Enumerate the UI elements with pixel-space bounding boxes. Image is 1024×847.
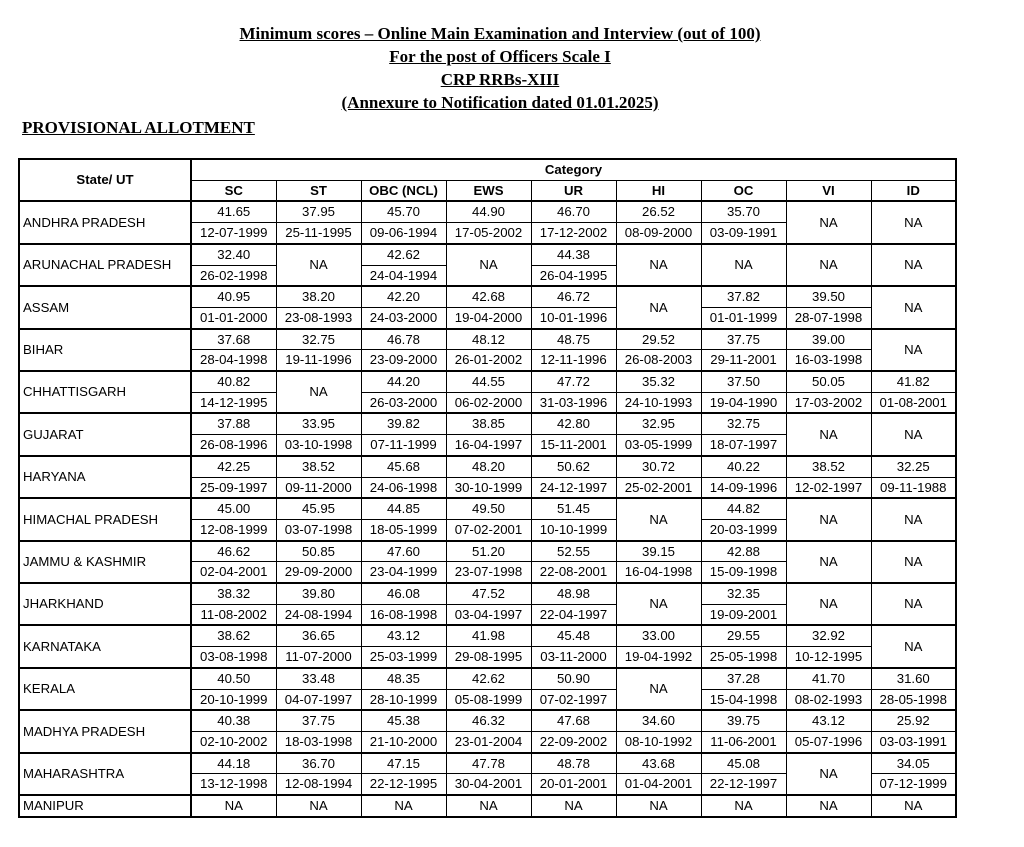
date-cell: 08-10-1992 xyxy=(616,731,701,752)
date-cell: 25-03-1999 xyxy=(361,647,446,668)
score-cell: 34.05 xyxy=(871,753,956,774)
table-row xyxy=(19,413,956,434)
score-cell: 39.00 xyxy=(786,329,871,350)
score-cell: 44.20 xyxy=(361,371,446,392)
column-header-sc: SC xyxy=(191,180,276,201)
date-cell: 24-04-1994 xyxy=(361,265,446,286)
score-cell: 33.48 xyxy=(276,668,361,689)
score-cell: 41.82 xyxy=(871,371,956,392)
score-cell: 42.20 xyxy=(361,286,446,307)
table-row xyxy=(19,329,956,350)
state-name: MANIPUR xyxy=(19,795,191,817)
table-row xyxy=(19,710,956,731)
score-cell: 33.95 xyxy=(276,413,361,434)
minimum-scores-table xyxy=(18,158,957,818)
date-cell: 06-02-2000 xyxy=(446,392,531,413)
score-cell: 48.20 xyxy=(446,456,531,477)
date-cell: 23-04-1999 xyxy=(361,562,446,583)
date-cell: 20-01-2001 xyxy=(531,774,616,795)
score-cell-na: NA xyxy=(871,498,956,540)
date-cell: 29-11-2001 xyxy=(701,350,786,371)
table-row xyxy=(19,244,956,265)
score-cell: 47.72 xyxy=(531,371,616,392)
score-cell: 45.68 xyxy=(361,456,446,477)
state-name: MADHYA PRADESH xyxy=(19,710,191,752)
state-name: MAHARASHTRA xyxy=(19,753,191,795)
score-cell: 38.32 xyxy=(191,583,276,604)
score-cell: 38.52 xyxy=(786,456,871,477)
score-cell: 43.12 xyxy=(361,625,446,646)
score-cell: 44.18 xyxy=(191,753,276,774)
score-cell: 37.28 xyxy=(701,668,786,689)
date-cell: 26-08-1996 xyxy=(191,435,276,456)
date-cell: 24-06-1998 xyxy=(361,477,446,498)
date-cell: 12-07-1999 xyxy=(191,223,276,244)
date-cell: 19-04-2000 xyxy=(446,307,531,328)
score-cell: 50.05 xyxy=(786,371,871,392)
date-cell: 12-02-1997 xyxy=(786,477,871,498)
date-cell: 24-10-1993 xyxy=(616,392,701,413)
date-cell: 28-04-1998 xyxy=(191,350,276,371)
date-cell: 10-01-1996 xyxy=(531,307,616,328)
score-cell-na: NA xyxy=(786,541,871,583)
date-cell: 03-03-1991 xyxy=(871,731,956,752)
date-cell: 05-07-1996 xyxy=(786,731,871,752)
date-cell: 11-07-2000 xyxy=(276,647,361,668)
score-cell: 38.52 xyxy=(276,456,361,477)
score-cell: 40.22 xyxy=(701,456,786,477)
date-cell: 10-12-1995 xyxy=(786,647,871,668)
date-cell: 20-10-1999 xyxy=(191,689,276,710)
table-row xyxy=(19,286,956,307)
score-cell-na: NA xyxy=(701,244,786,286)
score-cell-na: NA xyxy=(871,329,956,371)
date-cell: 02-10-2002 xyxy=(191,731,276,752)
score-cell: 32.75 xyxy=(701,413,786,434)
date-cell: 29-09-2000 xyxy=(276,562,361,583)
date-cell: 22-09-2002 xyxy=(531,731,616,752)
date-cell: 01-01-2000 xyxy=(191,307,276,328)
score-cell: 37.88 xyxy=(191,413,276,434)
date-cell: 21-10-2000 xyxy=(361,731,446,752)
date-cell: 10-10-1999 xyxy=(531,519,616,540)
score-cell: 29.52 xyxy=(616,329,701,350)
date-cell: 03-07-1998 xyxy=(276,519,361,540)
date-cell: 26-02-1998 xyxy=(191,265,276,286)
score-cell: 41.70 xyxy=(786,668,871,689)
score-cell: 50.62 xyxy=(531,456,616,477)
score-cell: 38.62 xyxy=(191,625,276,646)
date-cell: 07-11-1999 xyxy=(361,435,446,456)
score-cell: 39.75 xyxy=(701,710,786,731)
score-cell: 46.32 xyxy=(446,710,531,731)
state-name: ANDHRA PRADESH xyxy=(19,201,191,243)
column-header-st: ST xyxy=(276,180,361,201)
date-cell: 28-10-1999 xyxy=(361,689,446,710)
date-cell: 22-08-2001 xyxy=(531,562,616,583)
score-cell-na: NA xyxy=(276,795,361,817)
score-cell-na: NA xyxy=(786,498,871,540)
score-cell-na: NA xyxy=(446,244,531,286)
score-cell: 44.85 xyxy=(361,498,446,519)
date-cell: 16-04-1998 xyxy=(616,562,701,583)
date-cell: 26-03-2000 xyxy=(361,392,446,413)
annexure-note: (Annexure to Notification dated 01.01.2025) xyxy=(341,93,659,112)
date-cell: 05-08-1999 xyxy=(446,689,531,710)
score-cell-na: NA xyxy=(871,201,956,243)
score-cell: 31.60 xyxy=(871,668,956,689)
date-cell: 09-11-2000 xyxy=(276,477,361,498)
score-cell: 47.78 xyxy=(446,753,531,774)
date-cell: 03-05-1999 xyxy=(616,435,701,456)
date-cell: 01-01-1999 xyxy=(701,307,786,328)
score-cell: 32.92 xyxy=(786,625,871,646)
score-cell: 25.92 xyxy=(871,710,956,731)
date-cell: 01-08-2001 xyxy=(871,392,956,413)
state-name: HIMACHAL PRADESH xyxy=(19,498,191,540)
date-cell: 03-10-1998 xyxy=(276,435,361,456)
date-cell: 22-12-1997 xyxy=(701,774,786,795)
state-name: BIHAR xyxy=(19,329,191,371)
score-cell: 48.35 xyxy=(361,668,446,689)
score-cell: 39.50 xyxy=(786,286,871,307)
date-cell: 19-09-2001 xyxy=(701,604,786,625)
column-header-oc: OC xyxy=(701,180,786,201)
score-cell-na: NA xyxy=(616,286,701,328)
date-cell: 03-11-2000 xyxy=(531,647,616,668)
score-cell: 42.80 xyxy=(531,413,616,434)
score-cell: 48.12 xyxy=(446,329,531,350)
state-name: CHHATTISGARH xyxy=(19,371,191,413)
date-cell: 16-04-1997 xyxy=(446,435,531,456)
date-cell: 22-12-1995 xyxy=(361,774,446,795)
column-header-obc-ncl: OBC (NCL) xyxy=(361,180,446,201)
date-cell: 14-12-1995 xyxy=(191,392,276,413)
state-name: KERALA xyxy=(19,668,191,710)
date-cell: 24-08-1994 xyxy=(276,604,361,625)
date-cell: 19-04-1990 xyxy=(701,392,786,413)
column-header-id: ID xyxy=(871,180,956,201)
date-cell: 16-08-1998 xyxy=(361,604,446,625)
score-cell-na: NA xyxy=(871,795,956,817)
date-cell: 30-04-2001 xyxy=(446,774,531,795)
date-cell: 09-06-1994 xyxy=(361,223,446,244)
score-cell: 41.98 xyxy=(446,625,531,646)
column-header-vi: VI xyxy=(786,180,871,201)
score-cell: 45.95 xyxy=(276,498,361,519)
table-row xyxy=(19,753,956,774)
score-cell: 51.20 xyxy=(446,541,531,562)
score-cell: 48.78 xyxy=(531,753,616,774)
scores-table-container xyxy=(18,158,957,818)
date-cell: 03-04-1997 xyxy=(446,604,531,625)
score-cell: 45.70 xyxy=(361,201,446,222)
score-cell: 52.55 xyxy=(531,541,616,562)
date-cell: 18-05-1999 xyxy=(361,519,446,540)
date-cell: 15-09-1998 xyxy=(701,562,786,583)
score-cell: 32.95 xyxy=(616,413,701,434)
date-cell: 14-09-1996 xyxy=(701,477,786,498)
score-cell-na: NA xyxy=(871,541,956,583)
table-row xyxy=(19,668,956,689)
exam-title: CRP RRBs-XIII xyxy=(440,70,560,89)
score-cell: 45.08 xyxy=(701,753,786,774)
date-cell: 12-11-1996 xyxy=(531,350,616,371)
score-cell: 38.85 xyxy=(446,413,531,434)
score-cell-na: NA xyxy=(871,583,956,625)
score-cell-na: NA xyxy=(786,753,871,795)
score-cell: 30.72 xyxy=(616,456,701,477)
score-cell-na: NA xyxy=(276,371,361,413)
score-cell: 44.38 xyxy=(531,244,616,265)
score-cell: 40.38 xyxy=(191,710,276,731)
score-cell: 36.65 xyxy=(276,625,361,646)
table-row xyxy=(19,498,956,519)
score-cell-na: NA xyxy=(786,583,871,625)
date-cell: 04-07-1997 xyxy=(276,689,361,710)
score-cell-na: NA xyxy=(616,795,701,817)
date-cell: 07-12-1999 xyxy=(871,774,956,795)
score-cell: 37.75 xyxy=(276,710,361,731)
score-cell: 39.82 xyxy=(361,413,446,434)
date-cell: 17-03-2002 xyxy=(786,392,871,413)
score-cell: 35.32 xyxy=(616,371,701,392)
document-title: Minimum scores – Online Main Examination and Interview (out of 100) xyxy=(239,24,761,43)
score-cell: 32.35 xyxy=(701,583,786,604)
score-cell: 40.82 xyxy=(191,371,276,392)
score-cell: 50.85 xyxy=(276,541,361,562)
score-cell: 35.70 xyxy=(701,201,786,222)
date-cell: 16-03-1998 xyxy=(786,350,871,371)
score-cell: 40.95 xyxy=(191,286,276,307)
score-cell-na: NA xyxy=(871,625,956,667)
score-cell-na: NA xyxy=(786,244,871,286)
score-cell: 46.78 xyxy=(361,329,446,350)
score-cell: 26.52 xyxy=(616,201,701,222)
score-cell: 48.75 xyxy=(531,329,616,350)
date-cell: 23-01-2004 xyxy=(446,731,531,752)
date-cell: 03-09-1991 xyxy=(701,223,786,244)
state-name: ARUNACHAL PRADESH xyxy=(19,244,191,286)
score-cell-na: NA xyxy=(786,795,871,817)
date-cell: 17-05-2002 xyxy=(446,223,531,244)
score-cell: 34.60 xyxy=(616,710,701,731)
score-cell: 46.62 xyxy=(191,541,276,562)
date-cell: 12-08-1994 xyxy=(276,774,361,795)
date-cell: 29-08-1995 xyxy=(446,647,531,668)
score-cell-na: NA xyxy=(616,583,701,625)
score-cell: 48.98 xyxy=(531,583,616,604)
score-cell: 32.75 xyxy=(276,329,361,350)
score-cell: 42.62 xyxy=(446,668,531,689)
score-cell: 43.68 xyxy=(616,753,701,774)
post-title: For the post of Officers Scale I xyxy=(389,47,611,66)
date-cell: 19-04-1992 xyxy=(616,647,701,668)
table-body xyxy=(19,201,956,816)
score-cell-na: NA xyxy=(786,201,871,243)
score-cell: 42.62 xyxy=(361,244,446,265)
date-cell: 08-09-2000 xyxy=(616,223,701,244)
state-name: JHARKHAND xyxy=(19,583,191,625)
date-cell: 28-05-1998 xyxy=(871,689,956,710)
score-cell-na: NA xyxy=(616,668,701,710)
score-cell-na: NA xyxy=(361,795,446,817)
date-cell: 23-07-1998 xyxy=(446,562,531,583)
score-cell: 42.88 xyxy=(701,541,786,562)
column-header-ur: UR xyxy=(531,180,616,201)
date-cell: 25-02-2001 xyxy=(616,477,701,498)
score-cell: 50.90 xyxy=(531,668,616,689)
date-cell: 24-12-1997 xyxy=(531,477,616,498)
score-cell: 43.12 xyxy=(786,710,871,731)
score-cell-na: NA xyxy=(701,795,786,817)
score-cell: 49.50 xyxy=(446,498,531,519)
date-cell: 07-02-2001 xyxy=(446,519,531,540)
score-cell: 37.95 xyxy=(276,201,361,222)
score-cell: 40.50 xyxy=(191,668,276,689)
score-cell: 37.75 xyxy=(701,329,786,350)
score-cell-na: NA xyxy=(871,413,956,455)
column-header-hi: HI xyxy=(616,180,701,201)
score-cell: 41.65 xyxy=(191,201,276,222)
date-cell: 17-12-2002 xyxy=(531,223,616,244)
score-cell: 44.90 xyxy=(446,201,531,222)
table-row xyxy=(19,456,956,477)
date-cell: 03-08-1998 xyxy=(191,647,276,668)
table-row xyxy=(19,625,956,646)
date-cell: 18-03-1998 xyxy=(276,731,361,752)
state-ut-header: State/ UT xyxy=(19,159,191,201)
state-name: KARNATAKA xyxy=(19,625,191,667)
score-cell-na: NA xyxy=(531,795,616,817)
date-cell: 02-04-2001 xyxy=(191,562,276,583)
date-cell: 24-03-2000 xyxy=(361,307,446,328)
date-cell: 26-08-2003 xyxy=(616,350,701,371)
column-header-ews: EWS xyxy=(446,180,531,201)
date-cell: 23-08-1993 xyxy=(276,307,361,328)
date-cell: 25-09-1997 xyxy=(191,477,276,498)
score-cell: 32.25 xyxy=(871,456,956,477)
date-cell: 11-08-2002 xyxy=(191,604,276,625)
score-cell: 29.55 xyxy=(701,625,786,646)
table-row xyxy=(19,371,956,392)
date-cell: 22-04-1997 xyxy=(531,604,616,625)
table-row xyxy=(19,201,956,222)
score-cell-na: NA xyxy=(871,244,956,286)
score-cell: 33.00 xyxy=(616,625,701,646)
date-cell: 15-11-2001 xyxy=(531,435,616,456)
date-cell: 13-12-1998 xyxy=(191,774,276,795)
score-cell: 46.70 xyxy=(531,201,616,222)
score-cell: 44.82 xyxy=(701,498,786,519)
date-cell: 25-11-1995 xyxy=(276,223,361,244)
score-cell: 36.70 xyxy=(276,753,361,774)
score-cell: 47.60 xyxy=(361,541,446,562)
date-cell: 19-11-1996 xyxy=(276,350,361,371)
score-cell: 44.55 xyxy=(446,371,531,392)
score-cell-na: NA xyxy=(616,244,701,286)
score-cell: 39.80 xyxy=(276,583,361,604)
score-cell: 47.52 xyxy=(446,583,531,604)
score-cell: 38.20 xyxy=(276,286,361,307)
score-cell-na: NA xyxy=(446,795,531,817)
score-cell: 37.82 xyxy=(701,286,786,307)
category-header: Category xyxy=(191,159,956,180)
date-cell: 15-04-1998 xyxy=(701,689,786,710)
score-cell: 46.08 xyxy=(361,583,446,604)
date-cell: 31-03-1996 xyxy=(531,392,616,413)
date-cell: 11-06-2001 xyxy=(701,731,786,752)
score-cell: 32.40 xyxy=(191,244,276,265)
score-cell: 39.15 xyxy=(616,541,701,562)
state-name: JAMMU & KASHMIR xyxy=(19,541,191,583)
score-cell: 47.68 xyxy=(531,710,616,731)
section-title: PROVISIONAL ALLOTMENT xyxy=(22,118,255,137)
score-cell-na: NA xyxy=(786,413,871,455)
table-row xyxy=(19,583,956,604)
score-cell: 42.68 xyxy=(446,286,531,307)
date-cell: 26-01-2002 xyxy=(446,350,531,371)
date-cell: 28-07-1998 xyxy=(786,307,871,328)
score-cell-na: NA xyxy=(616,498,701,540)
state-name: ASSAM xyxy=(19,286,191,328)
date-cell: 09-11-1988 xyxy=(871,477,956,498)
date-cell: 26-04-1995 xyxy=(531,265,616,286)
date-cell: 08-02-1993 xyxy=(786,689,871,710)
score-cell: 42.25 xyxy=(191,456,276,477)
date-cell: 23-09-2000 xyxy=(361,350,446,371)
table-row xyxy=(19,541,956,562)
date-cell: 25-05-1998 xyxy=(701,647,786,668)
state-name: HARYANA xyxy=(19,456,191,498)
date-cell: 01-04-2001 xyxy=(616,774,701,795)
score-cell: 45.38 xyxy=(361,710,446,731)
date-cell: 18-07-1997 xyxy=(701,435,786,456)
score-cell-na: NA xyxy=(191,795,276,817)
score-cell: 47.15 xyxy=(361,753,446,774)
score-cell: 45.48 xyxy=(531,625,616,646)
date-cell: 30-10-1999 xyxy=(446,477,531,498)
score-cell: 46.72 xyxy=(531,286,616,307)
score-cell-na: NA xyxy=(276,244,361,286)
score-cell: 37.50 xyxy=(701,371,786,392)
state-name: GUJARAT xyxy=(19,413,191,455)
score-cell: 45.00 xyxy=(191,498,276,519)
date-cell: 20-03-1999 xyxy=(701,519,786,540)
date-cell: 12-08-1999 xyxy=(191,519,276,540)
score-cell: 37.68 xyxy=(191,329,276,350)
score-cell: 51.45 xyxy=(531,498,616,519)
date-cell: 07-02-1997 xyxy=(531,689,616,710)
score-cell-na: NA xyxy=(871,286,956,328)
